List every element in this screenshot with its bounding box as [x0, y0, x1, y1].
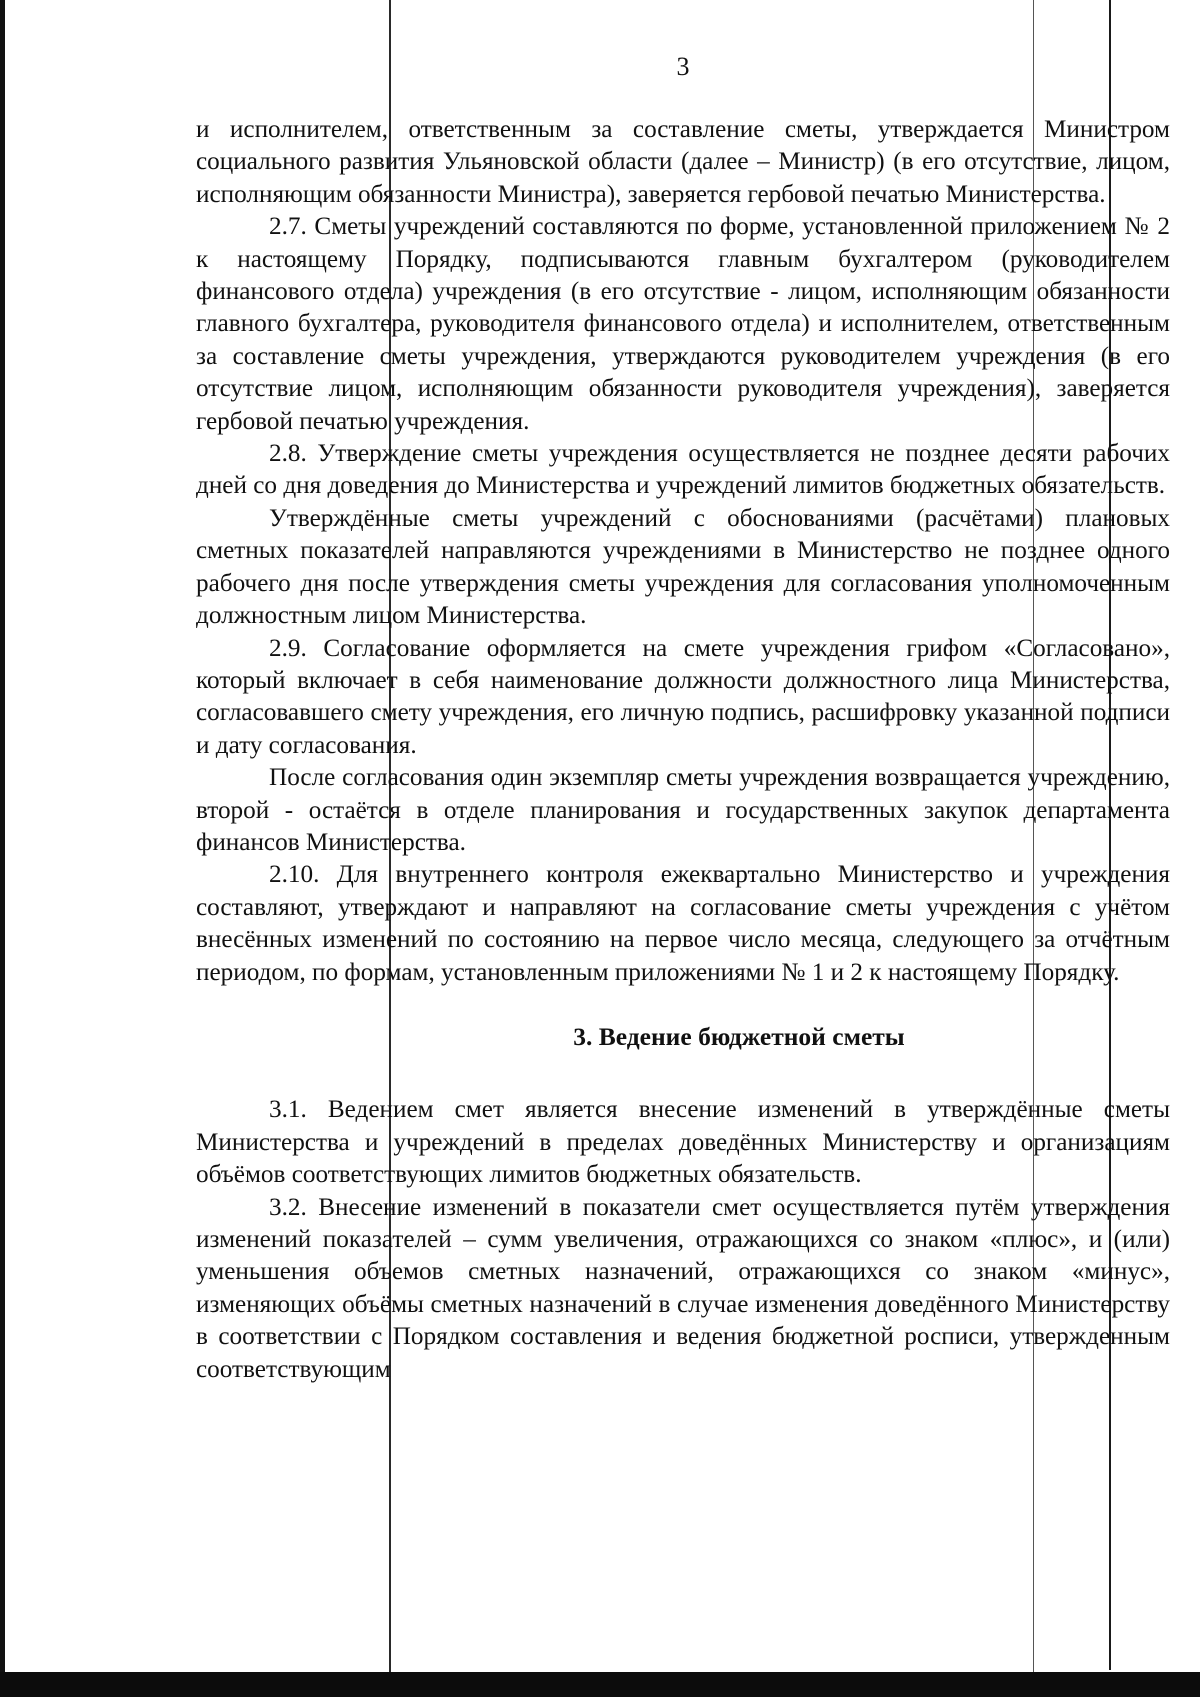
- paragraph: 2.7. Сметы учреждений составляются по форме, установленной приложением № 2 к настоящему Порядку, подписываются главным бухгалтером (руководителем финансового отдела) учреждения (в его отсутствие - лицом, исполняющим обязанности главного бухгалтера, руководителя финансового отдела) и исполнителем, ответственным за составление сметы учреждения, утверждаются руководителем учреждения (в его отсутствие лицом, исполняющим обязанности руководителя учреждения), заверяется гербовой печатью учреждения.: [196, 213, 1170, 435]
- paragraph: 3.2. Внесение изменений в показатели смет осуществляется путём утверждения изменений показателей – сумм увеличения, отражающихся со знаком «плюс», и (или) уменьшения объемов сметных назначений, отражающихся со знаком «минус», изменяющих объёмы сметных назначений в случае изменения доведённого Министерству в соответствии с Порядком составления и ведения бюджетной росписи, утвержденным соответствующим: [196, 1193, 1170, 1383]
- document-body: [196, 114, 1170, 1386]
- section-heading: 3. Ведение бюджетной сметы: [573, 1021, 905, 1051]
- paragraph: 2.9. Согласование оформляется на смете учреждения грифом «Согласовано», который включает в себя наименование должности должностного лица Министерства, согласовавшего смету учреждения, его личную подпись, расшифровку указанной подписи и дату согласования.: [196, 634, 1170, 759]
- paragraph: 2.8. Утверждение сметы учреждения осуществляется не позднее десяти рабочих дней со дня доведения до Министерства и учреждений лимитов бюджетных обязательств.: [196, 440, 1170, 500]
- paragraph: и исполнителем, ответственным за составление сметы, утверждается Министром социального развития Ульяновской области (далее – Министр) (в его отсутствие, лицом, исполняющим обязанности Министра), заверяется гербовой печатью Министерства.: [196, 116, 1170, 208]
- paragraph: После согласования один экземпляр сметы учреждения возвращается учреждению, второй - остаётся в отделе планирования и государственных закупок департамента финансов Министерства.: [196, 764, 1170, 856]
- scan-edge-left: [0, 0, 5, 1697]
- page-number: 3: [676, 52, 690, 81]
- paragraph: Утверждённые сметы учреждений с обоснованиями (расчётами) плановых сметных показателей направляются учреждениями в Министерство не позднее одного рабочего дня после утверждения сметы учреждения для согласования уполномоченным должностным лицом Министерства.: [196, 504, 1170, 630]
- paragraph: 2.10. Для внутреннего контроля ежеквартально Министерство и учреждения составляют, утверждают и направляют на согласование сметы учреждения с учётом внесённых изменений по состоянию на первое число месяца, следующего за отчётным периодом, по формам, установленным приложениями № 1 и 2 к настоящему Порядку.: [196, 861, 1170, 986]
- paragraph: 3.1. Ведением смет является внесение изменений в утверждённые сметы Министерства и учреждений в пределах доведённых Министерству и организациям объёмов соответствующих лимитов бюджетных обязательств.: [196, 1096, 1170, 1189]
- scan-edge-bottom: [0, 1672, 1200, 1697]
